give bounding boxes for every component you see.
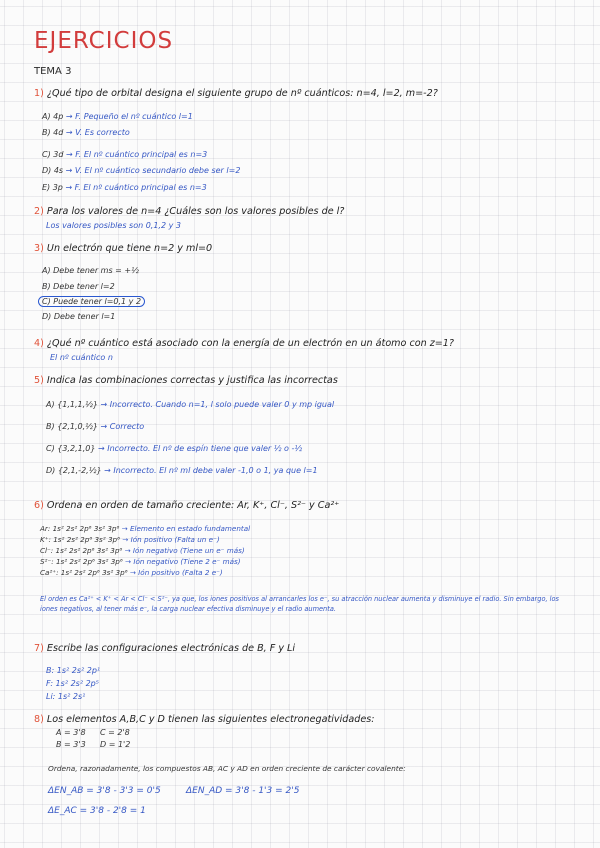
question-text: ¿Qué nº cuántico está asociado con la energía de un electrón en un átomo con z=1? xyxy=(46,338,454,349)
q6-conclusion: El orden es Ca²⁺ < K⁺ < Ar < Cl⁻ < S²⁻, ya que, los iones positivos al arrancarles los e⁻, su atracción nuclear aumenta y disminuye el radio. Sin embargo, los iones negativos, al tener más e⁻, la carga nuclear efectiva disminuye y el radio aumenta. xyxy=(40,595,559,613)
q5-option-a xyxy=(46,400,334,409)
q6-config-ar xyxy=(40,524,250,533)
question-5 xyxy=(34,375,338,386)
option-note: → F. Pequeño el nº cuántico l=1 xyxy=(65,112,193,121)
question-8 xyxy=(34,714,374,725)
option-label: B) 4d xyxy=(42,128,64,137)
option-note: → V. El nº cuántico secundario debe ser l=2 xyxy=(65,166,241,175)
config-note: → Ión negativo (Tiene un e⁻ más) xyxy=(124,546,245,555)
q3-option-a: A) Debe tener ms = +½ xyxy=(42,266,139,275)
q7-answer-b: B: 1s² 2s² 2p¹ xyxy=(46,666,101,675)
q1-option-c xyxy=(42,150,207,159)
config-label: Ca²⁺: 1s² 2s² 2p⁶ 3s² 3p⁶ xyxy=(40,568,128,577)
en-value-d: D = 1'2 xyxy=(100,740,131,749)
correct-answer-circle: C) Puede tener l=0,1 y 2 xyxy=(38,296,145,307)
q8-calc-ad: ΔEN_AD = 3'8 - 1'3 = 2'5 xyxy=(186,786,300,796)
config-label: Cl⁻: 1s² 2s² 2p⁶ 3s² 3p⁶ xyxy=(40,546,123,555)
q3-option-d: D) Debe tener l=1 xyxy=(42,312,116,321)
question-4 xyxy=(34,338,454,349)
q6-config-ca xyxy=(40,568,223,577)
question-3 xyxy=(34,243,212,254)
question-number: 5) xyxy=(34,375,44,386)
q5-option-d xyxy=(46,466,318,475)
question-text: Ordena en orden de tamaño creciente: Ar, K⁺, Cl⁻, S²⁻ y Ca²⁺ xyxy=(46,500,340,511)
option-note: → Incorrecto. El nº de espín tiene que valer ½ o -½ xyxy=(97,444,303,453)
question-text: Para los valores de n=4 ¿Cuáles son los valores posibles de l? xyxy=(46,206,345,217)
q6-config-k xyxy=(40,535,220,544)
option-label: A) {1,1,1,½} xyxy=(46,400,98,409)
question-number: 2) xyxy=(34,206,44,217)
q8-calc-ac: ΔE_AC = 3'8 - 2'8 = 1 xyxy=(48,806,146,816)
q7-answer-li: Li: 1s² 2s¹ xyxy=(46,692,86,701)
q3-option-b: B) Debe tener l=2 xyxy=(42,282,115,291)
q1-option-b xyxy=(42,128,130,137)
question-text: Los elementos A,B,C y D tienen las siguientes electronegatividades: xyxy=(46,714,375,725)
q7-answer-f: F: 1s² 2s² 2p⁵ xyxy=(46,679,99,688)
question-text: Un electrón que tiene n=2 y ml=0 xyxy=(46,243,213,254)
option-label: C) {3,2,1,0} xyxy=(46,444,96,453)
option-note: → Correcto xyxy=(100,422,145,431)
en-value-b: B = 3'3 xyxy=(56,740,86,749)
config-note: → Ión negativo (Tiene 2 e⁻ más) xyxy=(125,557,241,566)
question-2 xyxy=(34,206,344,217)
option-label: A) 4p xyxy=(42,112,64,121)
q2-answer: Los valores posibles son 0,1,2 y 3 xyxy=(46,221,181,230)
q5-option-c xyxy=(46,444,302,453)
config-note: → Ión positivo (Falta 2 e⁻) xyxy=(129,568,223,577)
question-number: 8) xyxy=(34,714,44,725)
option-note: → Incorrecto. El nº ml debe valer -1,0 o 1, ya que l=1 xyxy=(104,466,318,475)
question-number: 4) xyxy=(34,338,44,349)
page-title: EJERCICIOS xyxy=(34,28,174,54)
option-label: D) 4s xyxy=(42,166,64,175)
question-text: Indica las combinaciones correctas y justifica las incorrectas xyxy=(46,375,338,386)
option-note: → F. El nº cuántico principal es n=3 xyxy=(65,183,207,192)
question-6 xyxy=(34,500,339,511)
option-label: C) 3d xyxy=(42,150,64,159)
q8-instruction: Ordena, razonadamente, los compuestos AB, AC y AD en orden creciente de carácter covalente: xyxy=(48,764,406,773)
q8-calc-ab: ΔEN_AB = 3'8 - 3'3 = 0'5 xyxy=(48,786,161,796)
q1-option-d xyxy=(42,166,240,175)
topic-label: TEMA 3 xyxy=(34,66,72,77)
option-note: → Incorrecto. Cuando n=1, l solo puede valer 0 y mp igual xyxy=(100,400,335,409)
question-number: 7) xyxy=(34,643,44,654)
question-text: Escribe las configuraciones electrónicas de B, F y Li xyxy=(46,643,296,654)
q5-option-b xyxy=(46,422,144,431)
question-1 xyxy=(34,88,438,99)
q3-option-c xyxy=(42,297,145,306)
option-note: → V. Es correcto xyxy=(65,128,130,137)
config-note: → Elemento en estado fundamental xyxy=(121,524,251,533)
q6-config-s xyxy=(40,557,241,566)
option-label: E) 3p xyxy=(42,183,63,192)
question-text: ¿Qué tipo de orbital designa el siguiente grupo de nº cuánticos: n=4, l=2, m=-2? xyxy=(46,88,438,99)
question-7 xyxy=(34,643,295,654)
config-label: Ar: 1s² 2s² 2p⁶ 3s² 3p⁶ xyxy=(40,524,120,533)
config-label: S²⁻: 1s² 2s² 2p⁶ 3s² 3p⁶ xyxy=(40,557,123,566)
question-number: 1) xyxy=(34,88,44,99)
config-label: K⁺: 1s² 2s² 2p⁶ 3s² 3p⁶ xyxy=(40,535,120,544)
q6-config-cl xyxy=(40,546,245,555)
q4-answer: El nº cuántico n xyxy=(50,353,113,362)
question-number: 3) xyxy=(34,243,44,254)
option-label: B) {2,1,0,½} xyxy=(46,422,98,431)
config-note: → Ión positivo (Falta un e⁻) xyxy=(122,535,220,544)
en-value-c: C = 2'8 xyxy=(100,728,130,737)
option-label: D) {2,1,-2,½} xyxy=(46,466,102,475)
q1-option-a xyxy=(42,112,193,121)
question-number: 6) xyxy=(34,500,44,511)
en-value-a: A = 3'8 xyxy=(56,728,86,737)
q1-option-e xyxy=(42,183,207,192)
option-note: → F. El nº cuántico principal es n=3 xyxy=(65,150,208,159)
